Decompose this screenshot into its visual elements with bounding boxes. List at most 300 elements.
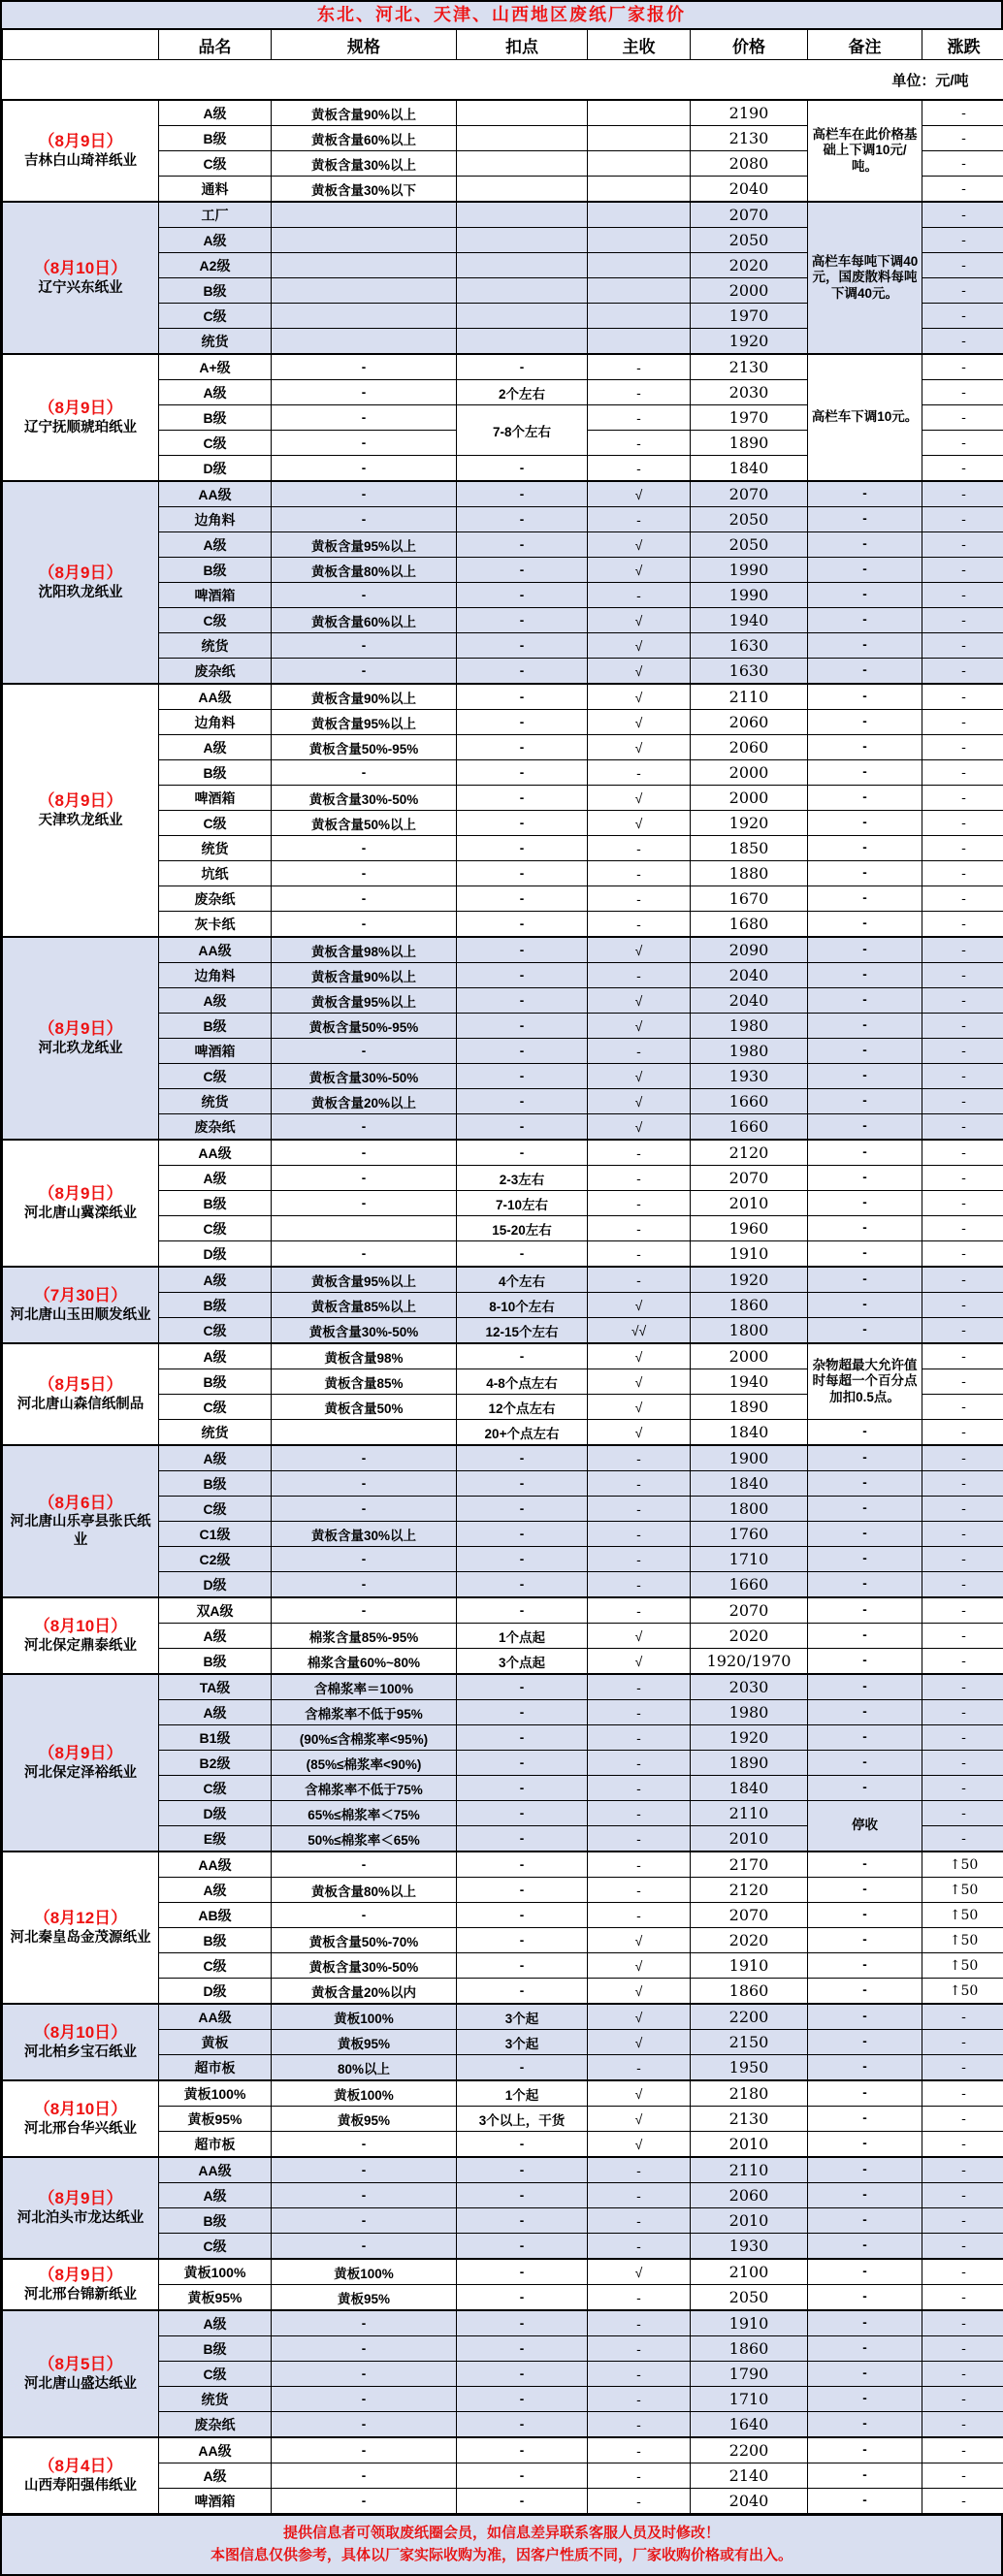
deduction-cell: -: [457, 1801, 588, 1826]
grade-cell: C级: [159, 1064, 272, 1089]
main-collect-cell: -: [588, 1166, 691, 1191]
change-cell: -: [922, 1751, 1003, 1776]
company-name: 天津玖龙纸业: [6, 812, 155, 830]
spec-cell: 黄板含量30%以上: [272, 151, 457, 177]
deduction-cell: -: [457, 2489, 588, 2514]
change-cell: -: [922, 228, 1003, 253]
spec-cell: [272, 253, 457, 278]
change-cell: -: [922, 2080, 1003, 2107]
change-cell: ↑50: [922, 1852, 1003, 1878]
note-cell: -: [808, 507, 922, 532]
deduction-cell: 8-10个左右: [457, 1293, 588, 1318]
spec-cell: -: [272, 2310, 457, 2336]
main-collect-cell: √: [588, 633, 691, 659]
company-date: （8月9日）: [6, 563, 155, 583]
deduction-cell: -: [457, 1241, 588, 1268]
grade-cell: C级: [159, 2362, 272, 2387]
col-header-note: 备注: [808, 30, 922, 60]
grade-cell: D级: [159, 1572, 272, 1598]
spec-cell: -: [272, 836, 457, 861]
note-cell: -: [808, 558, 922, 583]
deduction-cell: [457, 202, 588, 228]
deduction-cell: -: [457, 710, 588, 735]
price-cell: 1920: [691, 811, 808, 836]
change-cell: -: [922, 1624, 1003, 1649]
main-collect-cell: √: [588, 786, 691, 811]
price-cell: 2050: [691, 532, 808, 558]
price-cell: 2070: [691, 481, 808, 507]
note-cell: -: [808, 2489, 922, 2514]
price-cell: 1860: [691, 2336, 808, 2362]
footer-line-2: 本图信息仅供参考，具体以厂家实际收购为准，因客户性质不同，厂家收购价格或有出入。: [2, 2545, 1001, 2567]
main-collect-cell: -: [588, 2157, 691, 2183]
table-row: [3, 2259, 1003, 2285]
note-cell: 杂物超最大允许值时每超一个百分点加扣0.5点。: [808, 1343, 922, 1420]
company-name: 河北唐山玉田顺发纸业: [6, 1306, 155, 1325]
price-cell: 1900: [691, 1445, 808, 1471]
table-row: [3, 937, 1003, 963]
spec-cell: -: [272, 1852, 457, 1878]
note-cell: -: [808, 1852, 922, 1878]
grade-cell: A级: [159, 1166, 272, 1191]
grade-cell: C2级: [159, 1547, 272, 1572]
change-cell: -: [922, 354, 1003, 380]
grade-cell: A级: [159, 2183, 272, 2208]
main-collect-cell: √: [588, 1089, 691, 1114]
company-date: （8月10日）: [6, 2022, 155, 2043]
price-cell: 1910: [691, 1241, 808, 1268]
change-cell: -: [922, 886, 1003, 912]
spec-cell: -: [272, 1547, 457, 1572]
deduction-cell: 20+个点左右: [457, 1420, 588, 1446]
note-cell: -: [808, 2055, 922, 2081]
spec-cell: 黄板含量20%以上: [272, 1089, 457, 1114]
company-date: （8月10日）: [6, 1616, 155, 1636]
spec-cell: 黄板含量80%以上: [272, 1878, 457, 1903]
deduction-cell: -: [457, 886, 588, 912]
price-cell: 2040: [691, 2489, 808, 2514]
change-cell: -: [922, 558, 1003, 583]
price-cell: 1940: [691, 1369, 808, 1395]
grade-cell: AA级: [159, 1140, 272, 1166]
price-cell: 2190: [691, 100, 808, 126]
deduction-cell: -: [457, 2157, 588, 2183]
main-collect-cell: √: [588, 2030, 691, 2055]
price-cell: 2000: [691, 1343, 808, 1369]
company-cell: [3, 1267, 159, 1343]
deduction-cell: [457, 126, 588, 151]
main-collect-cell: -: [588, 1039, 691, 1064]
spec-cell: -: [272, 2489, 457, 2514]
spec-cell: 黄板含量60%以上: [272, 126, 457, 151]
price-cell: 1660: [691, 1572, 808, 1598]
deduction-cell: -: [457, 481, 588, 507]
note-cell: -: [808, 1776, 922, 1801]
company-date: （8月10日）: [6, 258, 155, 278]
deduction-cell: 3个起: [457, 2004, 588, 2030]
change-cell: -: [922, 126, 1003, 151]
spec-cell: -: [272, 659, 457, 685]
note-cell: -: [808, 912, 922, 938]
grade-cell: AA级: [159, 481, 272, 507]
main-collect-cell: -: [588, 1267, 691, 1293]
price-cell: 2070: [691, 202, 808, 228]
spec-cell: 黄板95%: [272, 2285, 457, 2311]
grade-cell: 统货: [159, 1420, 272, 1446]
deduction-cell: -: [457, 2285, 588, 2311]
change-cell: -: [922, 2310, 1003, 2336]
note-cell: -: [808, 1191, 922, 1216]
deduction-cell: -: [457, 1039, 588, 1064]
note-cell: -: [808, 1547, 922, 1572]
note-cell: -: [808, 684, 922, 710]
spec-cell: [272, 278, 457, 304]
main-collect-cell: -: [588, 1241, 691, 1268]
company-date: （8月9日）: [6, 2188, 155, 2208]
company-name: 河北保定鼎泰纸业: [6, 1637, 155, 1656]
price-cell: 2200: [691, 2437, 808, 2463]
change-cell: -: [922, 1191, 1003, 1216]
main-collect-cell: √: [588, 659, 691, 685]
spec-cell: -: [272, 861, 457, 886]
grade-cell: 超市板: [159, 2132, 272, 2158]
change-cell: -: [922, 2030, 1003, 2055]
deduction-cell: -: [457, 2437, 588, 2463]
company-name: 吉林白山琦祥纸业: [6, 152, 155, 171]
grade-cell: B级: [159, 405, 272, 431]
deduction-cell: -: [457, 1343, 588, 1369]
price-cell: 2050: [691, 507, 808, 532]
main-collect-cell: √: [588, 1953, 691, 1979]
change-cell: -: [922, 633, 1003, 659]
note-cell: -: [808, 2132, 922, 2158]
grade-cell: D级: [159, 1801, 272, 1826]
note-cell: -: [808, 710, 922, 735]
grade-cell: B级: [159, 1369, 272, 1395]
main-collect-cell: -: [588, 1801, 691, 1826]
grade-cell: B级: [159, 1014, 272, 1039]
spec-cell: -: [272, 633, 457, 659]
main-collect-cell: √: [588, 988, 691, 1014]
note-cell: -: [808, 583, 922, 608]
deduction-cell: -: [457, 1776, 588, 1801]
note-cell: -: [808, 1140, 922, 1166]
change-cell: -: [922, 2132, 1003, 2158]
price-cell: 2120: [691, 1878, 808, 1903]
price-cell: 1640: [691, 2412, 808, 2438]
price-cell: 1910: [691, 1953, 808, 1979]
deduction-cell: -: [457, 912, 588, 938]
deduction-cell: -: [457, 988, 588, 1014]
unit-row: [3, 60, 1003, 101]
spec-cell: -: [272, 2183, 457, 2208]
spec-cell: -: [272, 2362, 457, 2387]
deduction-cell: 4个左右: [457, 1267, 588, 1293]
spec-cell: 黄板含量85%: [272, 1369, 457, 1395]
price-cell: 1890: [691, 431, 808, 456]
change-cell: -: [922, 811, 1003, 836]
deduction-cell: -: [457, 2336, 588, 2362]
main-collect-cell: -: [588, 760, 691, 786]
grade-cell: 啤酒箱: [159, 2489, 272, 2514]
price-cell: 2060: [691, 710, 808, 735]
grade-cell: D级: [159, 1979, 272, 2005]
note-cell: -: [808, 2387, 922, 2412]
main-collect-cell: √: [588, 532, 691, 558]
grade-cell: 边角料: [159, 507, 272, 532]
price-cell: 2020: [691, 1624, 808, 1649]
price-cell: 1790: [691, 2362, 808, 2387]
spec-cell: -: [272, 456, 457, 482]
spec-cell: 黄板含量30%以上: [272, 1522, 457, 1547]
deduction-cell: -: [457, 1979, 588, 2005]
price-cell: 2200: [691, 2004, 808, 2030]
main-collect-cell: -: [588, 380, 691, 405]
main-collect-cell: -: [588, 1597, 691, 1624]
spec-cell: -: [272, 2463, 457, 2489]
change-cell: -: [922, 963, 1003, 988]
main-collect-cell: √: [588, 684, 691, 710]
change-cell: -: [922, 380, 1003, 405]
change-cell: -: [922, 1241, 1003, 1268]
company-date: （8月10日）: [6, 2099, 155, 2119]
note-cell: -: [808, 1216, 922, 1241]
deduction-cell: [457, 329, 588, 355]
price-cell: 1710: [691, 2387, 808, 2412]
main-collect-cell: -: [588, 456, 691, 482]
main-collect-cell: √: [588, 735, 691, 760]
note-cell: -: [808, 735, 922, 760]
deduction-cell: -: [457, 354, 588, 380]
main-collect-cell: √: [588, 1064, 691, 1089]
deduction-cell: -: [457, 836, 588, 861]
spec-cell: 黄板含量50%-70%: [272, 1928, 457, 1953]
note-cell: -: [808, 2080, 922, 2107]
deduction-cell: -: [457, 2412, 588, 2438]
note-cell: -: [808, 659, 922, 685]
grade-cell: AA级: [159, 1852, 272, 1878]
grade-cell: A级: [159, 2310, 272, 2336]
main-collect-cell: -: [588, 836, 691, 861]
main-collect-cell: [588, 228, 691, 253]
spec-cell: 80%以上: [272, 2055, 457, 2081]
change-cell: -: [922, 2489, 1003, 2514]
table-row: [3, 1140, 1003, 1166]
change-cell: -: [922, 2004, 1003, 2030]
main-collect-cell: √: [588, 1395, 691, 1420]
deduction-cell: [457, 151, 588, 177]
note-cell: -: [808, 1979, 922, 2005]
main-collect-cell: -: [588, 2489, 691, 2514]
company-cell: [3, 1852, 159, 2004]
main-collect-cell: -: [588, 2055, 691, 2081]
grade-cell: A级: [159, 988, 272, 1014]
deduction-cell: -: [457, 659, 588, 685]
note-cell: 高栏车每吨下调40元，国废散料每吨下调40元。: [808, 202, 922, 354]
grade-cell: 边角料: [159, 963, 272, 988]
main-collect-cell: -: [588, 1140, 691, 1166]
deduction-cell: 3个以上，干货: [457, 2107, 588, 2132]
change-cell: -: [922, 937, 1003, 963]
spec-cell: -: [272, 1166, 457, 1191]
price-cell: 1850: [691, 836, 808, 861]
deduction-cell: -: [457, 1597, 588, 1624]
spec-cell: -: [272, 2387, 457, 2412]
deduction-cell: -: [457, 1751, 588, 1776]
price-cell: 1920: [691, 1267, 808, 1293]
note-cell: -: [808, 1166, 922, 1191]
grade-cell: 啤酒箱: [159, 786, 272, 811]
change-cell: -: [922, 329, 1003, 355]
price-cell: 1840: [691, 1420, 808, 1446]
grade-cell: A级: [159, 1624, 272, 1649]
note-cell: -: [808, 532, 922, 558]
change-cell: -: [922, 1700, 1003, 1725]
price-cell: 2180: [691, 2080, 808, 2107]
grade-cell: 废杂纸: [159, 2412, 272, 2438]
spec-cell: -: [272, 431, 457, 456]
deduction-cell: 3个点起: [457, 1649, 588, 1675]
grade-cell: C级: [159, 1395, 272, 1420]
spec-cell: -: [272, 912, 457, 938]
price-cell: 2110: [691, 684, 808, 710]
note-cell: -: [808, 1114, 922, 1141]
note-cell: -: [808, 1420, 922, 1446]
change-cell: -: [922, 1166, 1003, 1191]
change-cell: -: [922, 988, 1003, 1014]
note-cell: -: [808, 2336, 922, 2362]
deduction-cell: -: [457, 760, 588, 786]
spec-cell: -: [272, 1597, 457, 1624]
deduction-cell: -: [457, 608, 588, 633]
company-name: 河北唐山冀滦纸业: [6, 1205, 155, 1223]
price-cell: 2110: [691, 2157, 808, 2183]
note-cell: -: [808, 608, 922, 633]
price-cell: 1930: [691, 1064, 808, 1089]
main-collect-cell: -: [588, 405, 691, 431]
price-cell: 1980: [691, 1700, 808, 1725]
grade-cell: E级: [159, 1826, 272, 1852]
spec-cell: 黄板100%: [272, 2259, 457, 2285]
main-collect-cell: √: [588, 2259, 691, 2285]
deduction-cell: -: [457, 532, 588, 558]
table-row: [3, 2437, 1003, 2463]
note-cell: -: [808, 2004, 922, 2030]
note-cell: -: [808, 2157, 922, 2183]
grade-cell: 黄板100%: [159, 2259, 272, 2285]
company-name: 沈阳玖龙纸业: [6, 584, 155, 602]
main-collect-cell: -: [588, 1547, 691, 1572]
main-collect-cell: √: [588, 1343, 691, 1369]
change-cell: ↑50: [922, 1903, 1003, 1928]
price-cell: 1960: [691, 1216, 808, 1241]
price-cell: 1670: [691, 886, 808, 912]
deduction-cell: -: [457, 1497, 588, 1522]
deduction-cell: 12个点左右: [457, 1395, 588, 1420]
change-cell: -: [922, 1445, 1003, 1471]
change-cell: -: [922, 202, 1003, 228]
spec-cell: 黄板100%: [272, 2004, 457, 2030]
main-collect-cell: -: [588, 1751, 691, 1776]
main-collect-cell: √: [588, 1114, 691, 1141]
change-cell: -: [922, 405, 1003, 431]
change-cell: -: [922, 2234, 1003, 2260]
grade-cell: AB级: [159, 1903, 272, 1928]
deduction-cell: -: [457, 684, 588, 710]
col-header-grade: 品名: [159, 30, 272, 60]
deduction-cell: 3个起: [457, 2030, 588, 2055]
spec-cell: 黄板含量50%以上: [272, 811, 457, 836]
company-name: 河北唐山盛达纸业: [6, 2375, 155, 2394]
spec-cell: -: [272, 1241, 457, 1268]
spec-cell: -: [272, 2157, 457, 2183]
deduction-cell: -: [457, 811, 588, 836]
price-table: [2, 29, 1003, 2514]
note-cell: -: [808, 2412, 922, 2438]
price-cell: 1630: [691, 659, 808, 685]
company-date: （8月9日）: [6, 1183, 155, 1204]
main-collect-cell: -: [588, 507, 691, 532]
grade-cell: C级: [159, 1497, 272, 1522]
note-cell: -: [808, 1624, 922, 1649]
change-cell: -: [922, 1572, 1003, 1598]
price-cell: 1930: [691, 2234, 808, 2260]
table-row: [3, 481, 1003, 507]
spec-cell: -: [272, 507, 457, 532]
table-row: [3, 1597, 1003, 1624]
deduction-cell: -: [457, 583, 588, 608]
price-table-body: [3, 100, 1003, 2514]
deduction-cell: -: [457, 2183, 588, 2208]
price-cell: 1800: [691, 1497, 808, 1522]
note-cell: -: [808, 1318, 922, 1344]
col-header-main-collect: 主收: [588, 30, 691, 60]
note-cell: -: [808, 1674, 922, 1700]
main-collect-cell: -: [588, 1852, 691, 1878]
deduction-cell: [457, 278, 588, 304]
deduction-cell: -: [457, 1903, 588, 1928]
spec-cell: -: [272, 1471, 457, 1497]
price-cell: 1860: [691, 1979, 808, 2005]
change-cell: -: [922, 1039, 1003, 1064]
deduction-cell: [457, 228, 588, 253]
footer-disclaimer: [2, 2514, 1001, 2574]
note-cell: 停收: [808, 1801, 922, 1852]
company-name: 河北邢台华兴纸业: [6, 2120, 155, 2139]
grade-cell: 废杂纸: [159, 886, 272, 912]
change-cell: -: [922, 507, 1003, 532]
grade-cell: A2级: [159, 253, 272, 278]
note-cell: -: [808, 1597, 922, 1624]
grade-cell: B级: [159, 1293, 272, 1318]
price-cell: 2010: [691, 1826, 808, 1852]
main-collect-cell: -: [588, 1445, 691, 1471]
spec-cell: 黄板含量30%-50%: [272, 1953, 457, 1979]
main-collect-cell: -: [588, 1674, 691, 1700]
price-cell: 1940: [691, 608, 808, 633]
spec-cell: 黄板含量95%以上: [272, 1267, 457, 1293]
change-cell: ↑50: [922, 1953, 1003, 1979]
note-cell: -: [808, 1725, 922, 1751]
change-cell: -: [922, 1420, 1003, 1446]
spec-cell: -: [272, 1903, 457, 1928]
change-cell: -: [922, 456, 1003, 482]
spec-cell: 黄板含量98%: [272, 1343, 457, 1369]
grade-cell: 统货: [159, 633, 272, 659]
company-name: 河北柏乡宝石纸业: [6, 2044, 155, 2062]
spec-cell: -: [272, 1039, 457, 1064]
price-cell: 1860: [691, 1293, 808, 1318]
